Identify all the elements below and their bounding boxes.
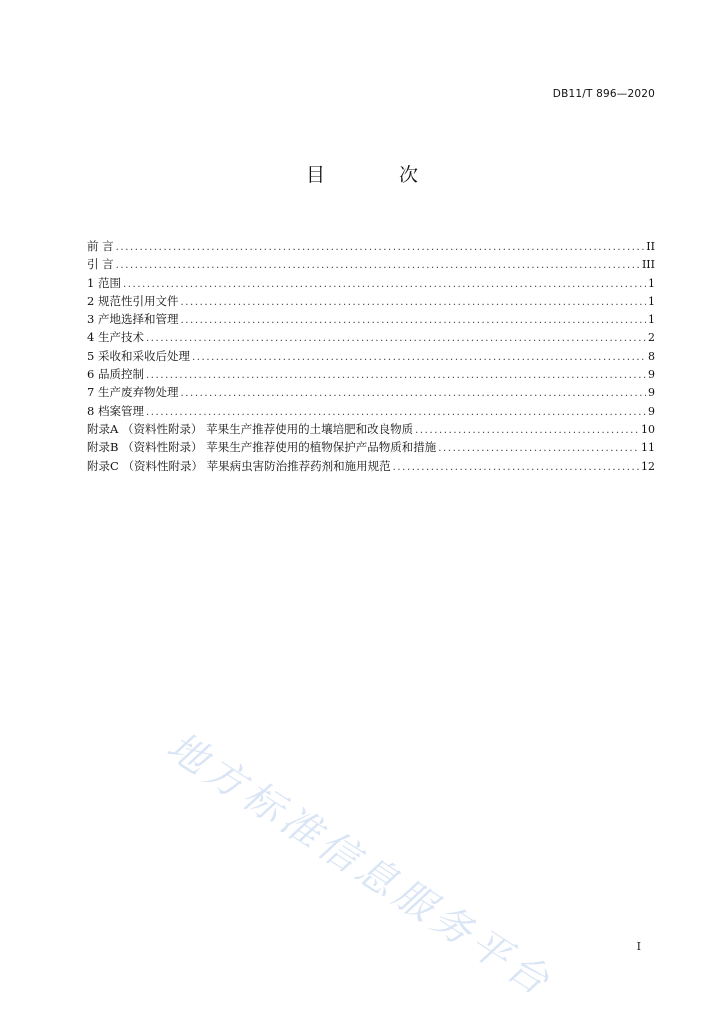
- toc-leader-dots: [180, 294, 646, 312]
- toc-entry-page: 9: [648, 368, 655, 382]
- toc-entry-appendix-c[interactable]: [87, 457, 655, 475]
- toc-entry-label: 8 档案管理: [87, 403, 144, 418]
- toc-entry-page: 9: [648, 386, 655, 400]
- toc-leader-dots: [146, 330, 646, 348]
- toc-leader-dots: [192, 349, 646, 367]
- document-code: DB11/T 896—2020: [552, 88, 655, 100]
- toc-entry-page: 8: [648, 349, 655, 363]
- toc-entry-appendix-a[interactable]: [87, 420, 655, 438]
- toc-entry-page: 1: [648, 294, 655, 308]
- toc-entry-page: 12: [641, 459, 655, 473]
- page-number: I: [636, 940, 641, 953]
- toc-entry-label: 4 生产技术: [87, 330, 144, 345]
- toc-entry-page: 11: [641, 441, 655, 455]
- toc-entry-label: 附录C （资料性附录） 苹果病虫害防治推荐药剂和施用规范: [87, 458, 391, 473]
- toc-entry-records[interactable]: [87, 402, 655, 420]
- toc-leader-dots: [415, 422, 639, 440]
- toc-leader-dots: [393, 459, 639, 477]
- toc-entry-page: 2: [648, 331, 655, 345]
- toc-leader-dots: [180, 385, 646, 403]
- toc-entry-quality-control[interactable]: [87, 365, 655, 383]
- toc-entry-harvest[interactable]: [87, 347, 655, 365]
- toc-leader-dots: [123, 276, 646, 294]
- page-title: 目 次: [305, 164, 453, 186]
- toc-entry-page: 1: [648, 276, 655, 290]
- toc-entry-label: 1 范围: [87, 275, 121, 290]
- toc-entry-page: 9: [648, 404, 655, 418]
- toc-entry-foreword[interactable]: [87, 237, 655, 255]
- toc-entry-waste-treatment[interactable]: [87, 383, 655, 401]
- toc-leader-dots: [438, 440, 639, 458]
- toc-leader-dots: [146, 367, 646, 385]
- toc-entry-page: II: [646, 240, 655, 253]
- toc-entry-introduction[interactable]: [87, 255, 655, 273]
- toc-entry-production-technology[interactable]: [87, 328, 655, 346]
- toc-entry-page: 1: [648, 313, 655, 327]
- table-of-contents: [87, 237, 655, 475]
- toc-entry-label: 引 言: [87, 257, 114, 272]
- toc-entry-label: 前 言: [87, 239, 114, 253]
- toc-entry-page: 10: [641, 422, 655, 436]
- toc-leader-dots: [116, 239, 645, 257]
- toc-leader-dots: [116, 257, 640, 275]
- toc-entry-label: 附录B （资料性附录） 苹果生产推荐使用的植物保护产品物质和措施: [87, 440, 437, 455]
- toc-entry-site-selection[interactable]: [87, 310, 655, 328]
- toc-entry-normative-references[interactable]: [87, 292, 655, 310]
- toc-entry-scope[interactable]: [87, 274, 655, 292]
- toc-leader-dots: [180, 312, 646, 330]
- toc-entry-label: 6 品质控制: [87, 367, 144, 382]
- toc-entry-label: 3 产地选择和管理: [87, 312, 179, 327]
- toc-entry-label: 2 规范性引用文件: [87, 293, 179, 308]
- toc-entry-page: III: [641, 258, 655, 272]
- toc-entry-label: 7 生产废弃物处理: [87, 385, 179, 400]
- toc-entry-label: 附录A （资料性附录） 苹果生产推荐使用的土壤培肥和改良物质: [87, 421, 414, 436]
- toc-entry-appendix-b[interactable]: [87, 438, 655, 456]
- watermark: 地方标准信息服务平台: [158, 724, 561, 1007]
- toc-entry-label: 5 采收和采收后处理: [87, 348, 190, 363]
